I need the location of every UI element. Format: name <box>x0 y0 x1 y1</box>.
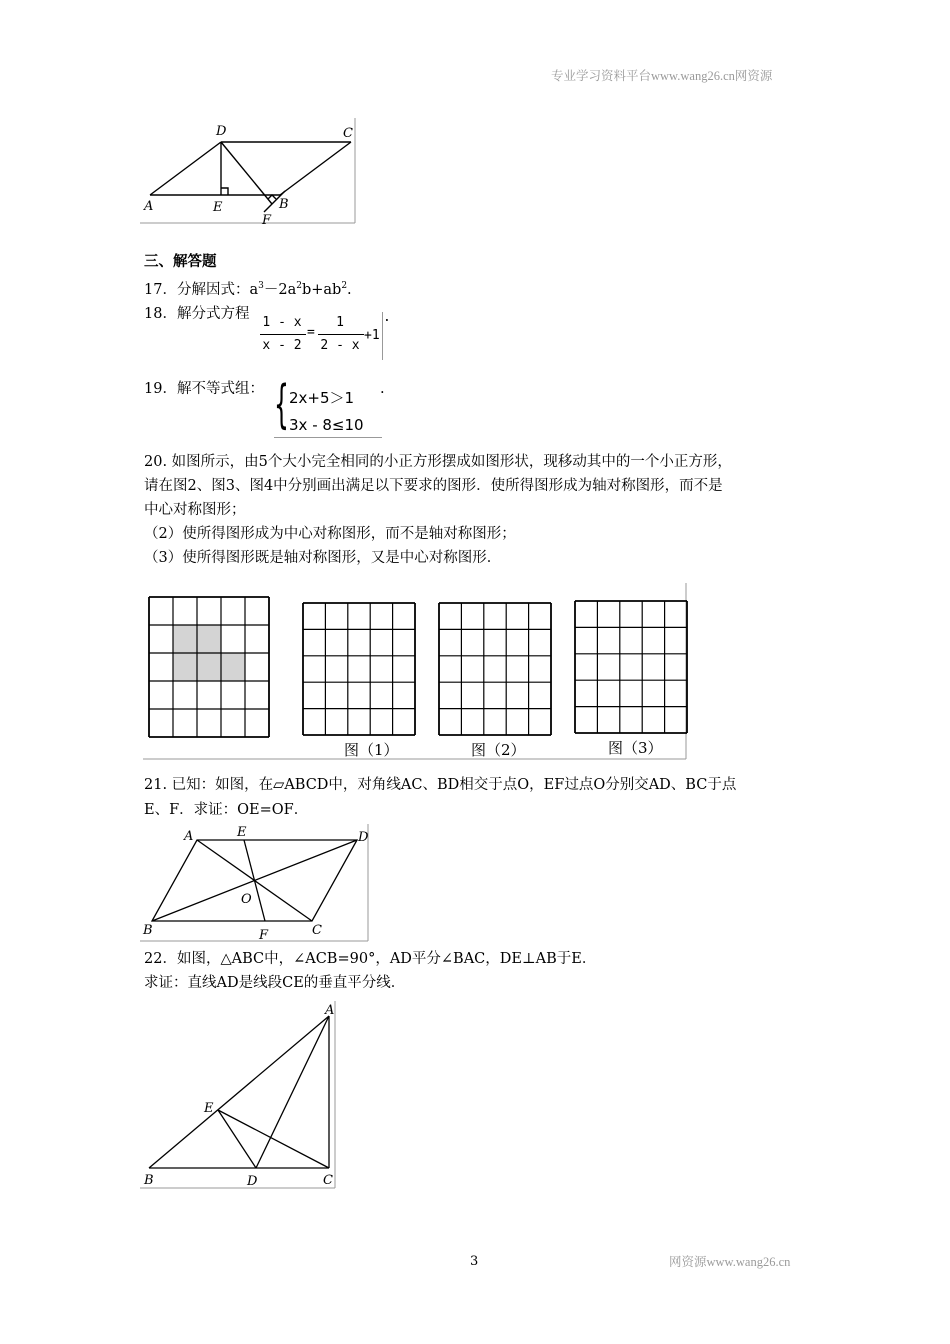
q21-line-2: E、F．求证：OE=OF． <box>144 802 309 818</box>
shaded-square <box>197 653 221 681</box>
q21-label-a: A <box>184 829 194 844</box>
fig16-label-d: D <box>216 124 227 139</box>
grid-fig-1 <box>303 603 415 735</box>
q19-text: 解不等式组： <box>176 381 264 397</box>
q17 <box>144 276 352 300</box>
q20-caption-3: 图（3） <box>608 739 663 757</box>
q18 <box>144 304 249 324</box>
q19-end: . <box>380 381 385 397</box>
q19-system <box>274 375 388 439</box>
shaded-square <box>197 625 221 653</box>
q21-label-e: E <box>237 825 247 840</box>
shaded-square <box>173 625 197 653</box>
fig16-label-b: B <box>279 197 289 212</box>
q17-exp-2: 2 <box>296 281 302 291</box>
q17-expr-m: －2a <box>263 281 297 298</box>
fig16-label-f: F <box>262 213 272 228</box>
q20-line-5: （3）使所得图形既是轴对称图形，又是中心对称图形． <box>144 550 502 566</box>
fig16-label-e: E <box>213 200 223 215</box>
q22-line-2: 求证：直线AD是线段CE的垂直平分线． <box>144 975 406 991</box>
q19-brace: { <box>274 375 289 435</box>
q22-label-e: E <box>204 1101 214 1116</box>
grid-fig-2 <box>439 603 551 735</box>
section-title: 三、解答题 <box>144 253 217 270</box>
q20-line-2: 请在图2、图3、图4中分别画出满足以下要求的图形．使所得图形成为轴对称图形，而不是 <box>144 478 723 494</box>
q22-label-c: C <box>323 1173 333 1188</box>
q18-plus-one: +1 <box>364 328 380 343</box>
q17-exp-1: 3 <box>258 281 264 291</box>
q20-grid-figures <box>143 583 689 761</box>
q22-figure <box>140 1001 338 1191</box>
fig16-label-a: A <box>144 199 154 214</box>
q19-line-2: 3x - 8≤10 <box>289 416 364 434</box>
q19-number: 19． <box>144 381 177 397</box>
page-footer-site: 网资源www.wang26.cn <box>669 1255 791 1269</box>
q21-figure <box>140 824 372 944</box>
q21-label-c: C <box>312 923 322 938</box>
q22-label-a: A <box>325 1003 335 1018</box>
shaded-square <box>221 653 245 681</box>
q22-line-1: 22．如图，△ABC中，∠ACB=90°，AD平分∠BAC，DE⊥AB于E． <box>144 951 597 967</box>
q18-equation <box>258 310 391 360</box>
q17-number: 17． <box>144 281 177 298</box>
fig16-parallelogram <box>140 118 360 228</box>
q18-den-2: 2 - x <box>320 338 360 353</box>
q20-line-1: 20. 如图所示，由5个大小完全相同的小正方形摆成如图形状，现移动其中的一个小正方形， <box>144 454 732 470</box>
grid-fig-3 <box>575 601 687 733</box>
q18-end: . <box>383 310 391 325</box>
q20-caption-2: 图（2） <box>471 741 526 759</box>
q20-caption-1: 图（1） <box>344 741 399 759</box>
q18-num-1: 1 - x <box>262 315 302 330</box>
q21-label-b: B <box>143 923 153 938</box>
fig16-label-c: C <box>343 126 353 141</box>
q18-equals: = <box>307 325 315 340</box>
q17-expr-a: a <box>249 281 259 298</box>
q17-text: 分解因式： <box>176 281 250 298</box>
page-number: 3 <box>470 1254 479 1269</box>
q22-label-b: B <box>144 1173 154 1188</box>
shaded-square <box>173 653 197 681</box>
q21-line-1: 21. 已知：如图，在▱ABCD中，对角线AC、BD相交于点O，EF过点O分别交AD、BC于点 <box>144 777 737 793</box>
q21-label-f: F <box>259 928 269 943</box>
q18-number: 18． <box>144 306 177 322</box>
q20-line-3: 中心对称图形； <box>144 502 246 518</box>
q18-text: 解分式方程 <box>176 306 250 322</box>
q21-label-d: D <box>358 830 369 845</box>
page-header: 专业学习资料平台www.wang26.cn网资源 <box>551 69 773 83</box>
q19 <box>144 379 264 399</box>
q20-line-4: （2）使所得图形成为中心对称图形，而不是轴对称图形； <box>144 526 516 542</box>
q17-exp-3: 2 <box>341 281 348 291</box>
grid-fig-original <box>149 597 269 737</box>
q18-num-2: 1 <box>336 315 344 330</box>
q21-label-o: O <box>241 892 252 907</box>
q17-expr-b: b+ab <box>301 281 342 298</box>
q22-label-d: D <box>247 1174 258 1189</box>
q17-expr-end: . <box>347 281 352 298</box>
q18-den-1: x - 2 <box>262 338 302 353</box>
q19-line-1: 2x+5＞1 <box>289 389 355 407</box>
